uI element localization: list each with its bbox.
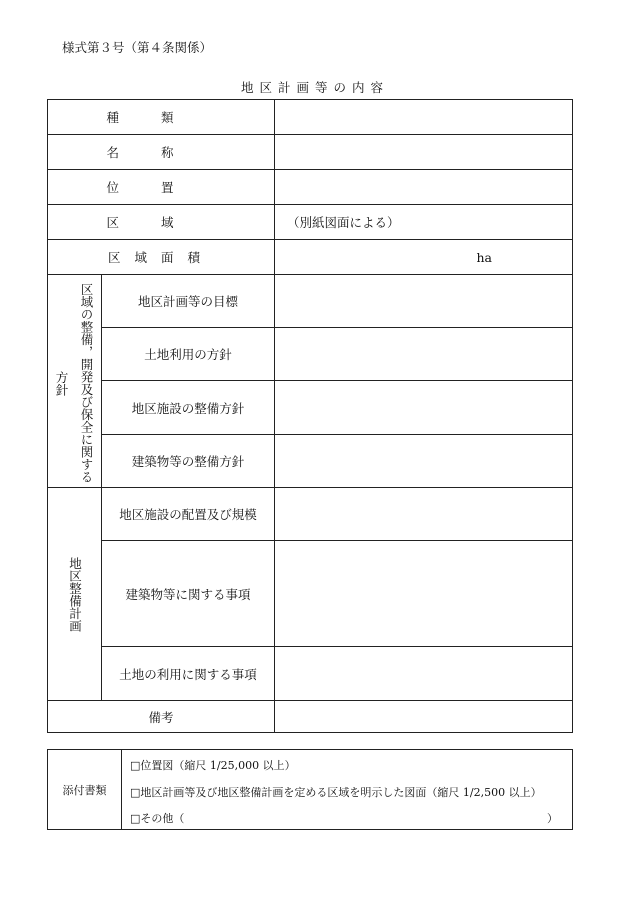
plan-group-label: 地区整備計画	[67, 556, 83, 632]
plan-item-building: 建築物等に関する事項	[125, 586, 251, 602]
attachment-other-close: ）	[547, 812, 558, 825]
attachment-location-map[interactable]: □位置図（縮尺 1/25,000 以上）	[130, 759, 296, 772]
attachment-area-map[interactable]: □地区計画等及び地区整備計画を定める区域を明示した図面（縮尺 1/2,500 以上）	[130, 786, 542, 799]
policy-group-label	[48, 275, 101, 487]
form-number: 様式第３号（第４条関係）	[62, 40, 213, 55]
plan-item-landuse: 土地の利用に関する事項	[119, 666, 257, 682]
attachments-label: 添付書類	[62, 783, 107, 797]
area-size-label: 区域面積	[107, 250, 214, 265]
type-value[interactable]	[275, 100, 572, 134]
remarks-label: 備考	[148, 709, 174, 725]
name-label: 名称	[106, 145, 216, 160]
location-label: 位置	[106, 180, 216, 195]
attachment-other[interactable]: □その他（	[130, 812, 185, 825]
page-title: 地区計画等の内容	[240, 80, 389, 95]
policy-item-building-value[interactable]	[275, 435, 572, 487]
content-table	[47, 99, 573, 733]
remarks-value[interactable]	[275, 701, 572, 732]
plan-item-landuse-value[interactable]	[275, 647, 572, 700]
policy-side-label: 方針	[54, 371, 69, 396]
type-label: 種類	[106, 110, 216, 125]
policy-top-label: 区域の整備，開発及び保全に関する	[79, 283, 94, 483]
plan-item-facility-value[interactable]	[275, 488, 572, 540]
name-value[interactable]	[275, 135, 572, 169]
policy-item-facility-value[interactable]	[275, 381, 572, 434]
area-size-value[interactable]	[275, 240, 572, 274]
policy-item-landuse: 土地利用の方針	[144, 347, 232, 362]
plan-item-building-value[interactable]	[275, 541, 572, 646]
policy-item-goal: 地区計画等の目標	[137, 294, 238, 309]
location-value[interactable]	[275, 170, 572, 204]
policy-item-facility: 地区施設の整備方針	[131, 400, 245, 416]
area-label: 区域	[106, 215, 216, 230]
policy-item-goal-value[interactable]	[275, 275, 572, 327]
area-value: （別紙図面による）	[287, 215, 400, 230]
policy-item-building: 建築物等の整備方針	[131, 454, 245, 469]
policy-item-landuse-value[interactable]	[275, 328, 572, 380]
area-size-unit: ha	[476, 249, 492, 265]
attachments-table	[47, 749, 573, 830]
plan-item-facility: 地区施設の配置及び規模	[119, 507, 257, 522]
